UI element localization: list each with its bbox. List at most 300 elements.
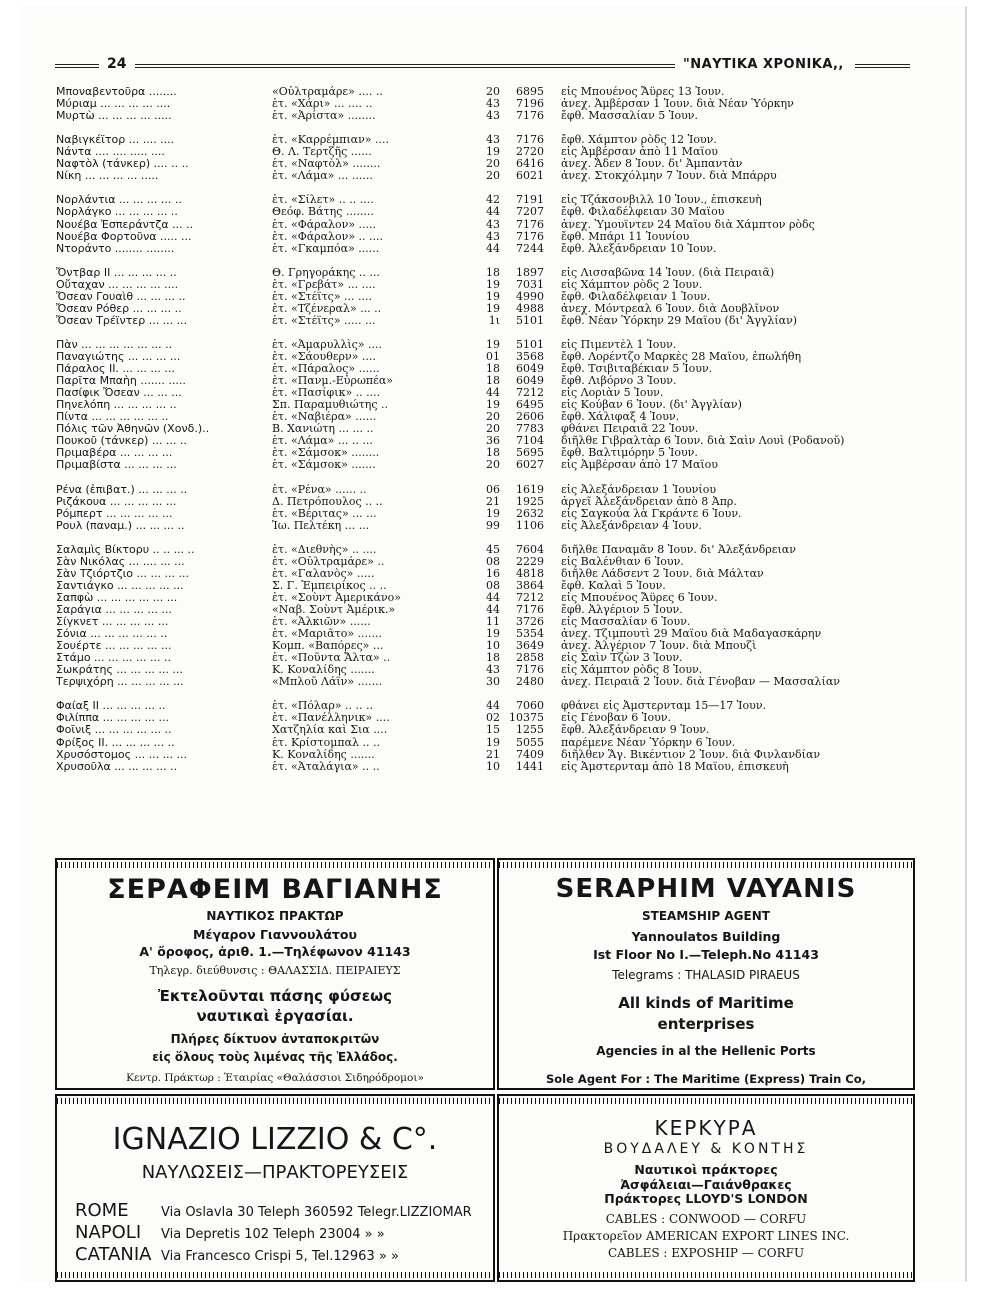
ship-position: ἀνεχ. Ἄδεν 8 Ἰουν. δι' Ἀμπαντὰν bbox=[561, 158, 743, 171]
ship-tons: 16 bbox=[486, 566, 500, 580]
ship-tonnage: 2606 bbox=[516, 410, 544, 424]
ship-owner: Θεόφ. Βάτης ........ bbox=[272, 206, 374, 219]
ship-name: Φαίαξ ΙΙ ... ... ... ... .. bbox=[56, 700, 166, 713]
ship-position: ἀνεχ. Στοκχόλμην 7 Ἰουν. διὰ Μπάρρυ bbox=[561, 170, 777, 183]
ship-tonnage: 7207 bbox=[516, 205, 544, 219]
ship-name: Πουκοῦ (τάνκερ) ... ... .. bbox=[56, 435, 187, 448]
ship-tons: 19 bbox=[486, 398, 500, 412]
ship-tons: 30 bbox=[486, 675, 500, 689]
ship-tonnage: 7212 bbox=[516, 386, 544, 400]
ad-building: Yannoulatos Building bbox=[631, 929, 781, 944]
ship-position: εἰς Βαλένθιαν 6 Ἰουν. bbox=[561, 555, 684, 568]
ship-row bbox=[56, 676, 916, 688]
ship-position: εἰς Ἀμβέρσαν ἀπὸ 17 Μαΐου bbox=[561, 459, 718, 472]
ad-address: Ist Floor No I.—Teleph.No 41143 bbox=[593, 947, 819, 962]
ship-row bbox=[56, 496, 916, 508]
ship-position: ἔφθ. Φιλαδέλφειαν 1 Ἰουν. bbox=[561, 290, 711, 303]
ship-tons: 20 bbox=[486, 169, 500, 183]
ship-name: Σὰν Νικόλας ... .... ... ... bbox=[56, 555, 185, 568]
ship-position: ἀνεχ. Ἀμβέρσαν 1 Ἰουν. διὰ Νέαν Ὑόρκην bbox=[561, 98, 794, 111]
ship-tonnage: 1897 bbox=[516, 265, 544, 279]
ship-tonnage: 7176 bbox=[516, 229, 544, 243]
ship-owner: ἑτ. «Πάραλος» ...... bbox=[272, 363, 380, 376]
ship-tons: 20 bbox=[486, 410, 500, 424]
ship-owner: ἑτ. «Λάμα» ... .. ... bbox=[272, 435, 373, 448]
page-header bbox=[55, 56, 910, 76]
office-row bbox=[75, 1200, 472, 1221]
ship-position: εἰς Λισσαβῶνα 14 Ἰουν. (διὰ Πειραιᾶ) bbox=[561, 266, 775, 279]
ship-tonnage: 6027 bbox=[516, 458, 544, 472]
ad-address: Α' ὄροφος, ἀριθ. 1.—Τηλέφωνον 41143 bbox=[139, 944, 411, 959]
office-address: Via Oslavla 30 Teleph 360592 Telegr.LIZZIOMAR bbox=[161, 1205, 472, 1220]
ship-name: Ρόμπερτ ... ... ... ... ... bbox=[56, 507, 173, 520]
ship-owner: Κ. Κοναλίδης ....... bbox=[272, 748, 375, 761]
ship-row bbox=[56, 737, 916, 749]
ship-tonnage: 3726 bbox=[516, 615, 544, 629]
ship-owner: ἑτ. Κρίστομπαλ .. .. bbox=[272, 736, 380, 749]
ship-tonnage: 6495 bbox=[516, 398, 544, 412]
ship-owner: ἑτ. «Ἀταλάγια» .. .. bbox=[272, 760, 380, 773]
ship-name: Σίγκνετ ... ... ... ... ... bbox=[56, 616, 169, 629]
ship-tonnage: 10375 bbox=[509, 711, 544, 725]
ship-row bbox=[56, 484, 916, 496]
ship-row bbox=[56, 749, 916, 761]
ad-title: IGNAZIO LIZZIO & C°. bbox=[112, 1122, 438, 1157]
ship-name: Νάντα .... .... ..... .... bbox=[56, 146, 165, 159]
office-city: NAPOLI bbox=[75, 1222, 142, 1243]
ship-owner: ἑτ. «Σάουθερν» .... bbox=[272, 351, 376, 364]
ship-position: εἰς Ἀλεξάνδρειαν 4 Ἰουν. bbox=[561, 519, 702, 532]
ship-name: Πίντα ... ... ... ... ... .. bbox=[56, 411, 169, 424]
ship-tons: 45 bbox=[486, 542, 500, 556]
ship-tons: 10 bbox=[486, 639, 500, 653]
ship-owner: Κομπ. «Βαπόρες» ... bbox=[272, 640, 384, 653]
ship-tonnage: 5354 bbox=[516, 627, 544, 641]
ship-name: Σουέρτε ... ... ... ... ... bbox=[56, 640, 172, 653]
ad-role: ΝΑΥΤΙΚΟΣ ΠΡΑΚΤΩΡ bbox=[206, 909, 344, 923]
ship-name: Σὰν Τζιόρτζιο ... ... ... ... bbox=[56, 567, 189, 580]
ship-tons: 18 bbox=[486, 362, 500, 376]
ship-row bbox=[56, 315, 916, 327]
ship-tons: 20 bbox=[486, 85, 500, 98]
ship-position: διῆλθε Παναμᾶν 8 Ἰουν. δι' Ἀλεξάνδρειαν bbox=[561, 543, 796, 556]
ship-name: Χρυσόστομος ... ... ... ... bbox=[56, 748, 188, 761]
ship-tons: 18 bbox=[486, 651, 500, 665]
ad-slogan-1: Ἐκτελοῦνται πάσης φύσεως bbox=[157, 987, 392, 1005]
ship-group bbox=[56, 544, 916, 689]
ship-owner: ἑτ. «Οὐλτραμάρε» .. bbox=[272, 555, 385, 568]
ship-tonnage: 6049 bbox=[516, 362, 544, 376]
ship-tons: 18 bbox=[486, 446, 500, 460]
ship-row bbox=[56, 267, 916, 279]
tick-border bbox=[499, 1272, 913, 1278]
ship-tons: 42 bbox=[486, 193, 500, 207]
ship-owner: ἑτ. «Ναφτὸλ» ........ bbox=[272, 158, 381, 171]
ship-name: Νουέβα Φορτοῦνα ..... ... bbox=[56, 230, 192, 243]
ship-position: ἔφθ. Λορέντζο Μαρκὲς 28 Μαΐου, ἐπωλήθη bbox=[561, 351, 802, 364]
ad-telegrams: Τηλεγρ. διεύθυνσις : ΘΑΛΑΣΣΙΔ. ΠΕΙΡΑΙΕΥΣ bbox=[149, 964, 401, 977]
ship-row bbox=[56, 520, 916, 532]
ship-name: Σαντιάγκο ... ... ... ... ... bbox=[56, 579, 184, 592]
ship-name: Σαράγια ... ... ... ... ... bbox=[56, 604, 172, 617]
ship-tons: 19 bbox=[486, 289, 500, 303]
ship-tons: 19 bbox=[486, 145, 500, 159]
ship-position: ἔφθ. Χάλιφαξ 4 Ἰουν. bbox=[561, 411, 680, 424]
ship-owner: Κ. Κοναλίδης ....... bbox=[272, 664, 375, 677]
ad-building: Μέγαρον Γιαννουλάτου bbox=[193, 927, 357, 942]
ship-position: ἔφθ. Ἀλγέριον 5 Ἰουν. bbox=[561, 604, 683, 617]
ship-tonnage: 7031 bbox=[516, 277, 544, 291]
ship-tonnage: 6895 bbox=[516, 85, 544, 98]
ship-position: ἔφθ. Λιβόρνο 3 Ἰουν. bbox=[561, 375, 677, 388]
ship-movements-table bbox=[56, 86, 916, 785]
ship-owner: ἑτ. «Λάμα» ... ...... bbox=[272, 170, 373, 183]
ship-name: Ὄσεαν Τρέϊντερ ... ... ... bbox=[56, 314, 188, 327]
office-address: Via Francesco Crispi 5, Tel.12963 » » bbox=[161, 1249, 399, 1264]
ship-tonnage: 2632 bbox=[516, 506, 544, 520]
ship-position: ἀργεῖ Ἀλεξάνδρειαν ἀπὸ 8 Ἀπρ. bbox=[561, 495, 737, 508]
journal-title: "ΝΑΥΤΙΚΑ ΧΡΟΝΙΚΑ,, bbox=[683, 57, 844, 72]
ship-tons: 01 bbox=[486, 350, 500, 364]
ship-tonnage: 7176 bbox=[516, 217, 544, 231]
ship-tonnage: 4818 bbox=[516, 566, 544, 580]
ship-tons: 1ι bbox=[488, 313, 500, 327]
ship-owner: ἑτ. «Διεθνὴς» .. .... bbox=[272, 543, 377, 556]
ship-position: ἀνεχ. Μόντρεαλ 6 Ἰουν. διὰ Δουβλῖνον bbox=[561, 302, 780, 315]
ad-slogan-2: enterprises bbox=[657, 1015, 755, 1033]
ship-owner: Χατζηλία καὶ Σια .... bbox=[272, 724, 388, 737]
ship-owner: «Μπλοῦ Λάϊν» ....... bbox=[272, 676, 383, 689]
tick-border bbox=[499, 1098, 913, 1104]
ad-row-bottom bbox=[55, 1094, 915, 1282]
ship-tonnage: 2229 bbox=[516, 554, 544, 568]
ship-owner: ἑτ. «Πανμ.-Εὐρωπέα» bbox=[272, 375, 394, 388]
ship-owner: ἑτ. «Γκαμπόα» ...... bbox=[272, 242, 380, 255]
ship-group bbox=[56, 86, 916, 122]
ship-tons: 44 bbox=[486, 590, 500, 604]
ship-position: φθάνει εἰς Ἀμστερνταμ 15—17 Ἰουν. bbox=[561, 700, 767, 713]
ship-position: εἰς Ἀμστερνταμ ἀπὸ 18 Μαΐου, ἐπισκευὴ bbox=[561, 760, 789, 773]
ship-position: διῆλθε Γιβραλτὰρ 6 Ἰουν. διὰ Σαὶν Λουὶ (Ροδανοῦ) bbox=[561, 435, 845, 448]
ship-owner: ἑτ. «Ἀλκιῶν» ...... bbox=[272, 616, 371, 629]
ship-name: Μυρτὼ ... ... ... ... ..... bbox=[56, 110, 172, 123]
ship-tons: 02 bbox=[486, 711, 500, 725]
ship-position: ἔφθ. Μασσαλίαν 5 Ἰουν. bbox=[561, 110, 698, 123]
ship-position: διῆλθεν Ἅγ. Βικέντιον 2 Ἰουν. διὰ Φινλανδίαν bbox=[561, 748, 821, 761]
ship-tons: 19 bbox=[486, 337, 500, 351]
ship-position: εἰς Χάμπτον ρὸδς 2 Ἰουν. bbox=[561, 278, 703, 291]
ship-row bbox=[56, 219, 916, 231]
ship-tons: 43 bbox=[486, 97, 500, 111]
ship-owner: ἑτ. «Γαλανὸς» ..... bbox=[272, 567, 375, 580]
ship-group bbox=[56, 267, 916, 327]
ship-tonnage: 7244 bbox=[516, 241, 544, 255]
ship-tons: 06 bbox=[486, 482, 500, 496]
ship-tons: 36 bbox=[486, 434, 500, 448]
ad-agencies: Agencies in al the Hellenic Ports bbox=[596, 1044, 816, 1058]
ship-tons: 44 bbox=[486, 241, 500, 255]
ad-lloyds: Πράκτορες LLOYD'S LONDON bbox=[604, 1191, 808, 1206]
ship-name: Μποναβεντοῦρα ........ bbox=[56, 86, 177, 98]
ad-insurance: Ἀσφάλειαι—Γαιάνθρακες bbox=[620, 1177, 792, 1192]
ship-group bbox=[56, 700, 916, 772]
ship-owner: ἑτ. «Σάμσοκ» ........ bbox=[272, 447, 380, 460]
ship-tons: 08 bbox=[486, 578, 500, 592]
ship-tonnage: 5055 bbox=[516, 735, 544, 749]
ad-role: STEAMSHIP AGENT bbox=[642, 909, 770, 923]
ship-position: εἰς Σαγκούα λὰ Γκράντε 6 Ἰουν. bbox=[561, 507, 742, 520]
ship-owner: ἑτ. «Βέριτας» ... ... bbox=[272, 507, 377, 520]
ship-position: εἰς Κούβαν 6 Ἰουν. (δι' Ἀγγλίαν) bbox=[561, 399, 742, 412]
ship-owner: ἑτ. «Στέϊτς» ..... ... bbox=[272, 314, 376, 327]
ship-tons: 10 bbox=[486, 759, 500, 773]
ship-position: εἰς Γένοβαν 6 Ἰουν. bbox=[561, 712, 671, 725]
ship-row bbox=[56, 508, 916, 520]
ship-group bbox=[56, 134, 916, 182]
tick-border bbox=[57, 1098, 493, 1104]
ship-name: Πάραλος ΙΙ. ... ... ... ... bbox=[56, 363, 175, 376]
ship-position: ἔφθ. Τσιβιταβέκιαν 5 Ἰουν. bbox=[561, 363, 713, 376]
ship-name: Σαπφὼ ... ... ... ... ... ... bbox=[56, 591, 178, 604]
ship-owner: Δ. Πετρόπουλος .. .. bbox=[272, 495, 383, 508]
ship-tonnage: 6416 bbox=[516, 157, 544, 171]
ship-owner: ἑτ. «Ἀμαρυλλὶς» .... bbox=[272, 338, 383, 351]
ship-position: παρέμενε Νέαν Ὑόρκην 6 Ἰουν. bbox=[561, 736, 736, 749]
header-rule-right bbox=[855, 64, 910, 68]
ship-position: ἔφθ. Βαλτιμόρην 5 Ἰουν. bbox=[561, 447, 698, 460]
ship-row bbox=[56, 231, 916, 243]
ship-owner: ἑτ. «Ἀρίστα» ........ bbox=[272, 110, 376, 123]
ship-tonnage: 2480 bbox=[516, 675, 544, 689]
ship-position: εἰς Ἀμβέρσαν ἀπὸ 11 Μαΐου bbox=[561, 146, 718, 159]
ship-tons: 08 bbox=[486, 554, 500, 568]
ship-name: Παναγιώτης ... ... ... ... bbox=[56, 351, 181, 364]
ship-owner: «Οὐλτραμάρε» .... .. bbox=[272, 86, 383, 98]
ad-telegrams: Telegrams : THALASID PIRAEUS bbox=[612, 968, 800, 982]
ship-name: Σαλαμὶς Βίκτορυ .. .. ... .. bbox=[56, 543, 195, 556]
ship-tons: 15 bbox=[486, 723, 500, 737]
ship-tons: 20 bbox=[486, 422, 500, 436]
ship-name: Νουέβα Ἐσπεράντζα ... .. bbox=[56, 218, 194, 231]
ad-kerkyra bbox=[497, 1094, 915, 1282]
ship-owner: ἑτ. «Σοὺντ Ἀμερικάνο» bbox=[272, 591, 401, 604]
ad-agency: Κεντρ. Πράκτωρ : Ἑταιρίας «Θαλάσσιοι Σιδηρόδρομοι» bbox=[126, 1072, 424, 1084]
ship-name: Πὰν ... ... ... ... ... ... .. bbox=[56, 338, 173, 351]
ship-owner: ἑτ. «Φάραλον» .. .... bbox=[272, 230, 384, 243]
ship-row bbox=[56, 761, 916, 773]
ad-sole-agent: Sole Agent For : The Maritime (Express) Train Co, bbox=[545, 1072, 867, 1086]
ship-owner: ἑτ. «Ρένα» ...... .. bbox=[272, 483, 367, 496]
ship-owner: Θ. Λ. Τερτζῆς ...... bbox=[272, 146, 372, 159]
ship-tonnage: 7409 bbox=[516, 747, 544, 761]
ship-tonnage: 7783 bbox=[516, 422, 544, 436]
ship-name: Πριμαβίστα ... ... ... ... bbox=[56, 459, 177, 472]
ship-row bbox=[56, 459, 916, 471]
ship-name: Πασίφικ Ὄσεαν ... ... ... bbox=[56, 387, 182, 400]
ship-row bbox=[56, 724, 916, 736]
ship-tons: 19 bbox=[486, 735, 500, 749]
ship-owner: Ἰω. Πελτέκη ... ... bbox=[272, 519, 370, 532]
ship-row bbox=[56, 170, 916, 182]
ad-network-1: Πλήρες δίκτυον ἀνταποκριτῶν bbox=[170, 1032, 380, 1046]
ship-group bbox=[56, 484, 916, 532]
ship-owner: ἑτ. «Φάραλον» ..... bbox=[272, 218, 377, 231]
ship-owner: ἑτ. «Ναβιέρα» ...... bbox=[272, 411, 377, 424]
ship-owner: Σ. Γ. Ἐμπειρίκος .. .. bbox=[272, 579, 387, 592]
ship-tons: 43 bbox=[486, 109, 500, 123]
ship-tonnage: 6021 bbox=[516, 169, 544, 183]
ship-tonnage: 7196 bbox=[516, 97, 544, 111]
page-number: 24 bbox=[107, 56, 127, 72]
ship-owner: «Ναβ. Σοὺντ Ἀμέρικ.» bbox=[272, 604, 396, 617]
tick-border bbox=[57, 1272, 493, 1278]
ship-tons: 43 bbox=[486, 217, 500, 231]
ship-tons: 43 bbox=[486, 229, 500, 243]
ship-position: ἔφθ. Ἀλεξάνδρειαν 9 Ἰουν. bbox=[561, 724, 710, 737]
ad-role: Ναυτικοὶ πράκτορες bbox=[634, 1162, 778, 1177]
ship-group bbox=[56, 339, 916, 472]
ad-american: Πρακτορεῖον AMERICAN EXPORT LINES INC. bbox=[562, 1229, 850, 1243]
ship-position: εἰς Πιμεντὲλ 1 Ἰουν. bbox=[561, 338, 677, 351]
ship-name: Ρένα (ἐπιβατ.) ... ... ... .. bbox=[56, 483, 188, 496]
ship-tonnage: 1106 bbox=[516, 518, 544, 532]
ship-name: Σόνια ... ... ... ... ... .. bbox=[56, 628, 168, 641]
ship-name: Ὄντβαρ ΙΙ ... ... ... ... .. bbox=[56, 266, 177, 279]
ship-name: Φοῖνιξ ... ... ... ... ... .. bbox=[56, 724, 172, 737]
ship-name: Πριμαβέρα ... ... ... ... bbox=[56, 447, 173, 460]
ship-tonnage: 7176 bbox=[516, 133, 544, 147]
ship-tons: 20 bbox=[486, 157, 500, 171]
ship-tonnage: 1619 bbox=[516, 482, 544, 496]
ship-tonnage: 7191 bbox=[516, 193, 544, 207]
ship-tonnage: 3568 bbox=[516, 350, 544, 364]
ship-name: Φρίξος ΙΙ. ... ... ... ... .. bbox=[56, 736, 175, 749]
office-address: Via Depretis 102 Teleph 23004 » » bbox=[161, 1227, 385, 1242]
ship-position: ἀνεχ. Τζιμπουτὶ 29 Μαΐου διὰ Μαδαγασκάρην bbox=[561, 628, 822, 641]
ship-position: ἔφθ. Χάμπτον ρὸδς 12 Ἰουν. bbox=[561, 134, 717, 147]
ship-owner: ἑτ. «Καρρέμπιαν» .... bbox=[272, 134, 390, 147]
ad-slogan-1: All kinds of Maritime bbox=[618, 994, 794, 1012]
ship-name: Ρουλ (παναμ.) ... ... ... .. bbox=[56, 519, 185, 532]
ship-owner: Θ. Γρηγοράκης .. ... bbox=[272, 266, 380, 279]
ship-tons: 19 bbox=[486, 301, 500, 315]
ship-name: Μύριαμ ... ... ... ... .... bbox=[56, 98, 171, 111]
ship-tonnage: 5101 bbox=[516, 313, 544, 327]
ad-row-top bbox=[55, 858, 915, 1090]
ship-owner: ἑτ. «Μαριᾶτο» ....... bbox=[272, 628, 383, 641]
ship-name: Πόλις τῶν Ἀθηνῶν (Χονδ.).. bbox=[56, 423, 210, 436]
ship-tons: 19 bbox=[486, 627, 500, 641]
office-row bbox=[75, 1244, 399, 1265]
ship-tonnage: 7604 bbox=[516, 542, 544, 556]
ship-tonnage: 3864 bbox=[516, 578, 544, 592]
ship-owner: ἑτ. «Στέϊτς» ... .... bbox=[272, 290, 373, 303]
office-city: CATANIA bbox=[75, 1244, 152, 1265]
ship-row bbox=[56, 303, 916, 315]
ship-tons: 19 bbox=[486, 277, 500, 291]
ship-tonnage: 7176 bbox=[516, 109, 544, 123]
ship-tons: 20 bbox=[486, 458, 500, 472]
ship-row bbox=[56, 243, 916, 255]
ship-tonnage: 2858 bbox=[516, 651, 544, 665]
ship-position: ἀνεχ. Ἀλγέριον 7 Ἰουν. διὰ Μπουζὶ bbox=[561, 640, 757, 653]
ship-tonnage: 7212 bbox=[516, 590, 544, 604]
ship-position: ἔφθ. Μπάρι 11 Ἰουνίου bbox=[561, 230, 690, 243]
ship-tonnage: 3649 bbox=[516, 639, 544, 653]
ship-owner: ἑτ. «Πασίφικ» .. .... bbox=[272, 387, 381, 400]
ship-row bbox=[56, 110, 916, 122]
ship-tons: 21 bbox=[486, 747, 500, 761]
ship-tonnage: 1925 bbox=[516, 494, 544, 508]
ship-tons: 44 bbox=[486, 699, 500, 713]
ad-vayanis-greek bbox=[55, 858, 495, 1090]
ship-tonnage: 6049 bbox=[516, 374, 544, 388]
ship-name: Χρυσοῦλα ... ... ... ... .. bbox=[56, 760, 178, 773]
ad-tagline: ΝΑΥΛΩΣΕΙΣ—ΠΡΑΚΤΟΡΕΥΣΕΙΣ bbox=[141, 1162, 409, 1183]
header-rule-middle bbox=[135, 64, 675, 68]
ship-owner: Σπ. Παραμυθιώτης .. bbox=[272, 399, 388, 412]
ship-owner: ἑτ. «Γρεβάτ» ... .... bbox=[272, 278, 376, 291]
ship-tons: 44 bbox=[486, 205, 500, 219]
ship-position: ἔφθ. Ἀλεξάνδρειαν 10 Ἰουν. bbox=[561, 242, 717, 255]
ship-position: εἰς Μπουένος Ἄϋρες 13 Ἰουν. bbox=[561, 86, 725, 98]
ship-owner: ἑτ. «Ποῦντα Ἄλτα» .. bbox=[272, 652, 391, 665]
ship-row bbox=[56, 206, 916, 218]
ship-name: Στάμο ... ... ... ... ... .. bbox=[56, 652, 171, 665]
office-city: ROME bbox=[75, 1200, 129, 1221]
ship-name: Ὄσεαν Γουαὶθ ... ... ... .. bbox=[56, 290, 186, 303]
ship-name: Οὔταχαν ... ... ... ... .... bbox=[56, 278, 179, 291]
ship-tonnage: 5695 bbox=[516, 446, 544, 460]
ship-owner: Β. Χανιώτη ... ... .. bbox=[272, 423, 374, 436]
ship-position: ἔφθ. Νέαν Ὑόρκην 29 Μαΐου (δι' Ἀγγλίαν) bbox=[561, 314, 798, 327]
ship-name: Τερψιχόρη ... ... ... ... ... bbox=[56, 676, 184, 689]
ship-owner: ἑτ. «Σάμσοκ» ....... bbox=[272, 459, 376, 472]
ship-tonnage: 7104 bbox=[516, 434, 544, 448]
ship-position: εἰς Σαὶν Τζὼν 3 Ἰουν. bbox=[561, 652, 683, 665]
ad-network-2: εἰς ὅλους τοὺς λιμένας τῆς Ἑλλάδος. bbox=[152, 1050, 398, 1064]
ship-row bbox=[56, 279, 916, 291]
ship-tonnage: 7176 bbox=[516, 663, 544, 677]
ship-tons: 99 bbox=[486, 518, 500, 532]
ship-group bbox=[56, 194, 916, 254]
ad-title: SERAPHIM VAYANIS bbox=[555, 874, 857, 904]
ship-tonnage: 4990 bbox=[516, 289, 544, 303]
ship-name: Ναφτὸλ (τάνκερ) .... .. .. bbox=[56, 158, 189, 171]
ship-owner: ἑτ. «Πόλαρ» .. .. .. bbox=[272, 700, 373, 713]
ship-tons: 18 bbox=[486, 374, 500, 388]
ship-name: Ριζάκουα ... ... ... ... ... bbox=[56, 495, 177, 508]
ship-tons: 18 bbox=[486, 265, 500, 279]
ship-tons: 44 bbox=[486, 603, 500, 617]
ship-position: ἔφθ. Φιλαδέλφειαν 30 Μαΐου bbox=[561, 206, 725, 219]
ship-position: εἰς Ἀλεξάνδρειαν 1 Ἰουνίου bbox=[561, 483, 717, 496]
ship-position: εἰς Μασσαλίαν 6 Ἰουν. bbox=[561, 616, 691, 629]
ship-owner: ἑτ. «Σίλετ» .. .. .... bbox=[272, 194, 374, 207]
office-row bbox=[75, 1222, 385, 1243]
ship-position: εἰς Μπουένος Ἄϋρες 6 Ἰουν. bbox=[561, 591, 718, 604]
ship-name: Πηνελόπη ... ... ... ... .. bbox=[56, 399, 177, 412]
ship-tonnage: 1255 bbox=[516, 723, 544, 737]
ship-tons: 43 bbox=[486, 133, 500, 147]
ship-tonnage: 1441 bbox=[516, 759, 544, 773]
ship-tonnage: 7176 bbox=[516, 603, 544, 617]
ship-position: εἰς Λοριὰν 5 Ἰουν. bbox=[561, 387, 664, 400]
ship-name: Ναβιγκέϊτορ ... .... .... bbox=[56, 134, 175, 147]
ship-name: Παρῖτα Μπαὴη ....... ..... bbox=[56, 375, 186, 388]
ship-position: ἀνεχ. Πειραιᾶ 2 Ἰουν. διὰ Γένοβαν — Μασσαλίαν bbox=[561, 676, 840, 689]
ship-owner: ἑτ. «Πανέλληνικ» .... bbox=[272, 712, 390, 725]
